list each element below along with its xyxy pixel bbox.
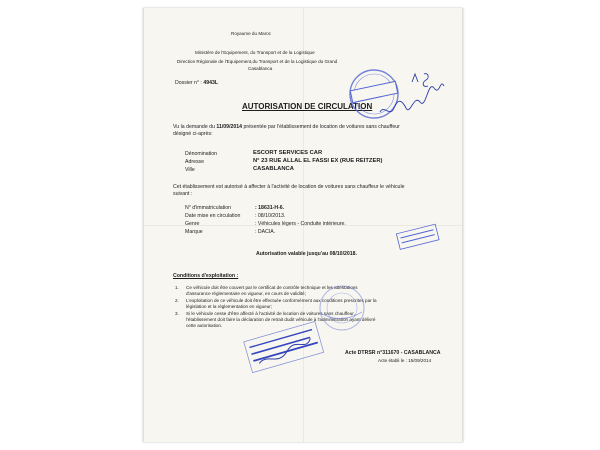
affect-line-1: Cet établissement est autorisé à affecter à l'activité de location de voitures sans chauffeur le véhicule — [173, 184, 405, 190]
conditions-heading: Conditions d'exploitation : — [173, 273, 239, 279]
dossier-value: 4943L — [203, 80, 219, 86]
request-date: 11/09/2014 — [216, 124, 243, 130]
ville-label: Ville — [185, 167, 195, 173]
central-seal — [320, 286, 364, 330]
duplicata-stamp — [350, 70, 398, 118]
document-title: AUTORISATION DE CIRCULATION — [242, 102, 373, 111]
verification-stamp — [396, 224, 439, 249]
adresse-value: N° 23 RUE ALLAL EL FASSI EX (RUE REITZER) — [253, 158, 383, 164]
header-line-ministry: Ministère de l'Equipement, du Transport et de la Logistique — [195, 50, 315, 55]
intro-line-2: désigné ci-après: — [173, 131, 213, 137]
signature-stamp — [244, 321, 324, 372]
intro-suffix: présentée par l'établissement de location de voitures sans chauffeur — [243, 124, 400, 130]
marque-label: Marque — [185, 229, 203, 235]
dossier-label: Dossier n° : — [175, 80, 202, 86]
condition-3-line-3: cette autorisation. — [186, 323, 223, 328]
condition-number: 3. — [175, 311, 179, 316]
condition-3-line-2: l'établissement doit faire la déclaration de retrait dudit véhicule à l'administration ayant délivré — [186, 317, 376, 322]
adresse-label: Adresse — [185, 159, 205, 165]
ville-value: CASABLANCA — [253, 166, 294, 172]
validity-text: Autorisation valable jusqu'au 08/10/2018. — [256, 251, 357, 257]
date-circulation-label: Date mise en circulation — [185, 213, 241, 219]
header-line-city: Casablanca — [248, 66, 273, 71]
condition-3-line-1: Si le véhicule cesse d'être affecté à l'activité de location de voitures sans chauffeur, — [186, 311, 355, 316]
genre-value: : Véhicules légers - Conduite intérieure. — [255, 221, 346, 227]
condition-1-line-1: Ce véhicule doit être couvert par le certificat de contrôle technique et les attestations — [186, 285, 358, 290]
header-line-kingdom: Royaume du Maroc — [231, 31, 272, 36]
stamps-layer — [144, 8, 462, 442]
immatriculation-label: N° d'immatriculation — [185, 205, 232, 211]
intro-prefix: Vu la demande du — [173, 124, 215, 130]
condition-number: 1. — [175, 285, 179, 290]
header-line-direction: Direction Régionale de l'Equipement,du Transport et de la Logistique du Grand — [177, 59, 338, 64]
denomination-value: ESCORT SERVICES CAR — [253, 150, 323, 156]
condition-2-line-2: législation et la réglementation en vigueur; — [186, 304, 273, 309]
genre-label: Genre — [185, 221, 200, 227]
condition-1-line-2: d'assurance réglementaire en vigueur, en cours de validité; — [186, 291, 306, 296]
denomination-label: Dénomination — [185, 151, 218, 157]
condition-2-line-1: L'exploitation de ce véhicule doit être effectuée conformément aux conditions prescrites par la — [186, 298, 377, 303]
marque-value: : DACIA. — [255, 229, 276, 235]
affect-line-2: suivant : — [173, 191, 193, 197]
acte-date: Acte établi le : 15/09/2014 — [378, 358, 432, 363]
condition-number: 2. — [175, 298, 179, 303]
document-page — [143, 8, 463, 442]
acte-reference: Acte DTRSR n°311670 - CASABLANCA — [345, 350, 441, 356]
date-circulation-value: : 08/10/2013. — [255, 213, 286, 219]
immatriculation-value: : 18631-H-6. — [255, 205, 285, 211]
